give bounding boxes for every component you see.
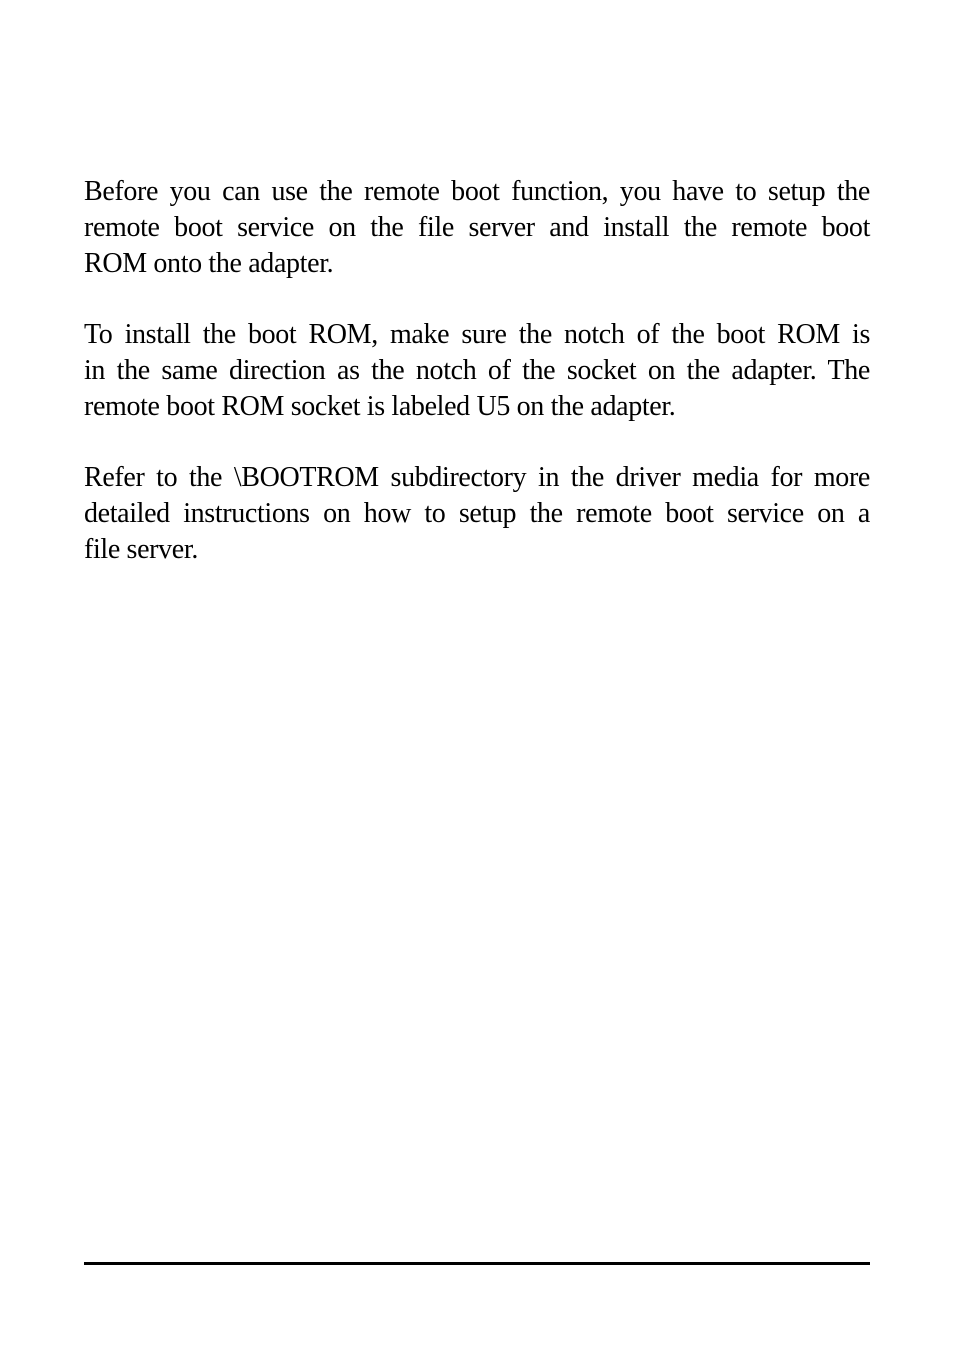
text-line: remote boot ROM socket is labeled U5 on the adapter. [84,391,676,422]
paragraph-bootrom-reference [84,460,870,568]
text-line: file server. [84,534,198,565]
paragraph-remote-boot-setup [84,174,870,282]
footer-divider [84,1262,870,1265]
paragraph-install-boot-rom [84,317,870,425]
text-line: ROM onto the adapter. [84,248,334,279]
page-body [84,174,870,568]
text-line: in the same direction as the notch of the socket on the adapter. The [84,355,870,386]
text-line: remote boot service on the file server and install the remote boot [84,212,870,243]
text-line: Refer to the \BOOTROM subdirectory in the driver media for more [84,462,870,493]
text-line: detailed instructions on how to setup the remote boot service on a [84,498,870,529]
text-line: Before you can use the remote boot function, you have to setup the [84,176,870,207]
text-line: To install the boot ROM, make sure the notch of the boot ROM is [84,319,870,350]
